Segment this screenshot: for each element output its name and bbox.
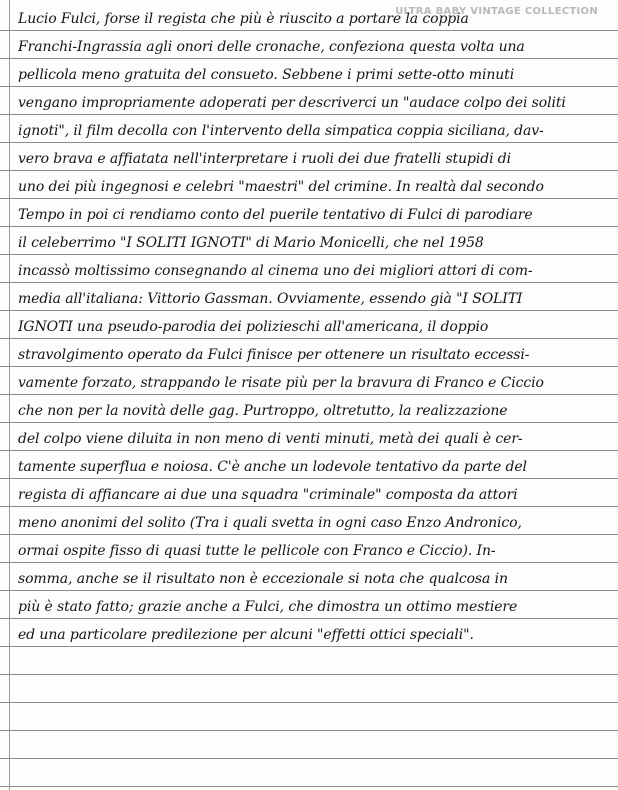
text-line: ormai ospite fisso di quasi tutte le pellicole con Franco e Ciccio). In- bbox=[18, 543, 496, 559]
watermark: ULTRA BABY VINTAGE COLLECTION bbox=[395, 6, 598, 17]
text-line: del colpo viene diluita in non meno di venti minuti, metà dei quali è cer- bbox=[18, 431, 523, 447]
ruled-line bbox=[0, 310, 618, 311]
ruled-line bbox=[0, 86, 618, 87]
ruled-line bbox=[0, 786, 618, 787]
text-line: tamente superflua e noiosa. C'è anche un lodevole tentativo da parte del bbox=[18, 459, 527, 475]
text-line: pellicola meno gratuita del consueto. Sebbene i primi sette-otto minuti bbox=[18, 67, 515, 83]
text-line: il celeberrimo "I SOLITI IGNOTI" di Mario Monicelli, che nel 1958 bbox=[18, 235, 484, 251]
ruled-line bbox=[0, 30, 618, 31]
text-line: Franchi-Ingrassia agli onori delle cronache, confeziona questa volta una bbox=[18, 39, 525, 55]
ruled-line bbox=[0, 478, 618, 479]
margin-line bbox=[9, 0, 10, 790]
ruled-line bbox=[0, 254, 618, 255]
ruled-line bbox=[0, 562, 618, 563]
text-line: vamente forzato, strappando le risate più per la bravura di Franco e Ciccio bbox=[18, 375, 544, 391]
ruled-line bbox=[0, 394, 618, 395]
ruled-line bbox=[0, 226, 618, 227]
ruled-line bbox=[0, 338, 618, 339]
text-line: media all'italiana: Vittorio Gassman. Ovviamente, essendo già "I SOLITI bbox=[18, 291, 523, 307]
text-line: che non per la novità delle gag. Purtroppo, oltretutto, la realizzazione bbox=[18, 403, 508, 419]
ruled-line bbox=[0, 730, 618, 731]
ruled-line bbox=[0, 534, 618, 535]
text-line: vengano impropriamente adoperati per descriverci un "audace colpo dei soliti bbox=[18, 95, 566, 111]
text-line: meno anonimi del solito (Tra i quali svetta in ogni caso Enzo Andronico, bbox=[18, 515, 522, 531]
text-line: regista di affiancare ai due una squadra "criminale" composta da attori bbox=[18, 487, 518, 503]
text-line: vero brava e affiatata nell'interpretare i ruoli dei due fratelli stupidi di bbox=[18, 151, 512, 167]
text-line: ignoti", il film decolla con l'intervento della simpatica coppia siciliana, dav- bbox=[18, 123, 544, 139]
text-line: incassò moltissimo consegnando al cinema uno dei migliori attori di com- bbox=[18, 263, 533, 279]
ruled-line bbox=[0, 702, 618, 703]
text-line: uno dei più ingegnosi e celebri "maestri" del crimine. In realtà dal secondo bbox=[18, 179, 544, 195]
ruled-line bbox=[0, 506, 618, 507]
ruled-line bbox=[0, 198, 618, 199]
text-line: IGNOTI una pseudo-parodia dei polizieschi all'americana, il doppio bbox=[18, 319, 489, 335]
ruled-line bbox=[0, 170, 618, 171]
ruled-line bbox=[0, 282, 618, 283]
ruled-line bbox=[0, 422, 618, 423]
text-line: somma, anche se il risultato non è eccezionale si nota che qualcosa in bbox=[18, 571, 508, 587]
text-line: Lucio Fulci, forse il regista che più è riuscito a portare la coppia bbox=[18, 11, 469, 27]
text-line: stravolgimento operato da Fulci finisce per ottenere un risultato eccessi- bbox=[18, 347, 530, 363]
ruled-line bbox=[0, 618, 618, 619]
ruled-line bbox=[0, 58, 618, 59]
ruled-line bbox=[0, 646, 618, 647]
ruled-line bbox=[0, 590, 618, 591]
text-line: più è stato fatto; grazie anche a Fulci, che dimostra un ottimo mestiere bbox=[18, 599, 518, 615]
ruled-line bbox=[0, 114, 618, 115]
ruled-line bbox=[0, 366, 618, 367]
ruled-line bbox=[0, 142, 618, 143]
ruled-line bbox=[0, 450, 618, 451]
text-line: Tempo in poi ci rendiamo conto del puerile tentativo di Fulci di parodiare bbox=[18, 207, 533, 223]
ruled-line bbox=[0, 674, 618, 675]
ruled-line bbox=[0, 758, 618, 759]
text-line: ed una particolare predilezione per alcuni "effetti ottici speciali". bbox=[18, 627, 474, 643]
